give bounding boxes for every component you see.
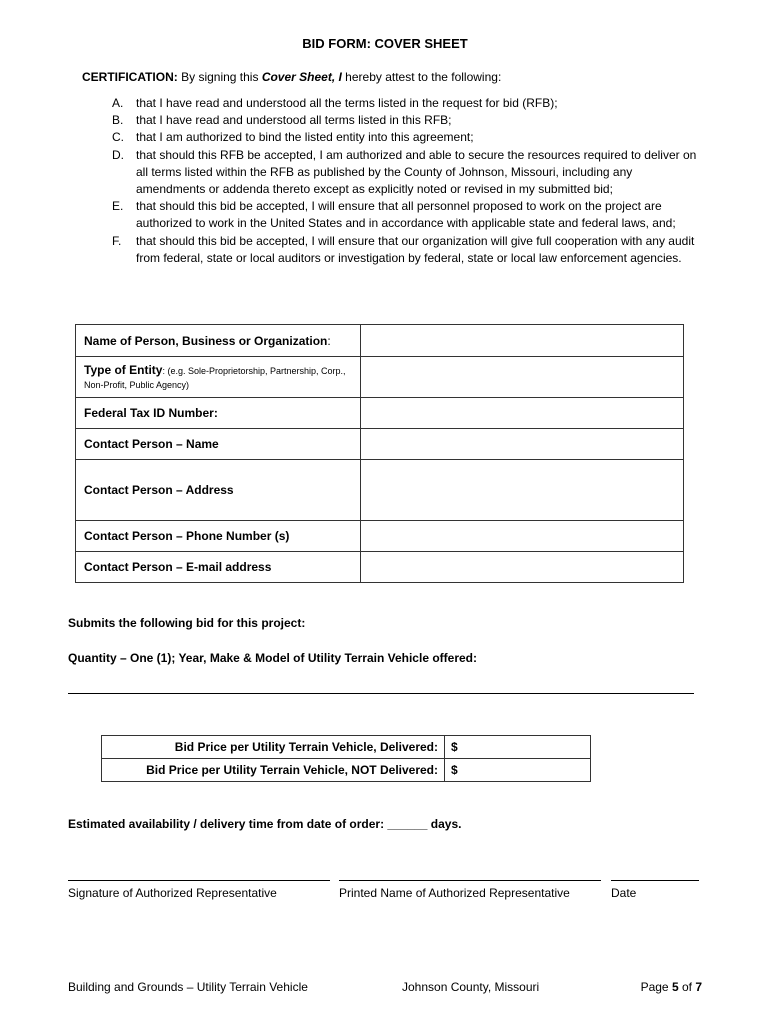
- tax-id-label: Federal Tax ID Number:: [76, 398, 361, 429]
- date-line[interactable]: [611, 880, 699, 881]
- footer-center: Johnson County, Missouri: [402, 980, 540, 994]
- footer-left: Building and Grounds – Utility Terrain Vehicle: [68, 980, 308, 994]
- name-field[interactable]: [361, 325, 684, 357]
- delivered-label: Bid Price per Utility Terrain Vehicle, Delivered:: [102, 736, 445, 759]
- entity-label: [76, 357, 361, 398]
- delivered-price-field[interactable]: $: [445, 736, 591, 759]
- not-delivered-label: Bid Price per Utility Terrain Vehicle, NOT Delivered:: [102, 759, 445, 782]
- page-of: of: [678, 980, 696, 994]
- bid-price-table: [101, 735, 591, 782]
- printed-name-label: Printed Name of Authorized Representative: [339, 886, 570, 900]
- list-item: [112, 198, 702, 232]
- list-item: [112, 129, 702, 146]
- contact-address-field[interactable]: [361, 460, 684, 521]
- item-marker: B.: [112, 113, 124, 128]
- list-item: [112, 95, 702, 112]
- certification-statement: [82, 70, 501, 84]
- page-number: [641, 980, 702, 994]
- item-text: that should this bid be accepted, I will ensure that our organization will give full cooperation with any audit from federal, state or local auditors or investigation by federal, state or local law enforcement agencies.: [136, 233, 695, 265]
- table-row: [76, 325, 684, 357]
- certification-text-after: hereby attest to the following:: [341, 70, 502, 84]
- entity-hint: : (e.g. Sole-Proprietorship, Partnership, Corp., Non-Profit, Public Agency): [84, 366, 346, 390]
- name-label-colon: :: [327, 333, 331, 348]
- contact-email-label: Contact Person – E-mail address: [76, 552, 361, 583]
- table-row: [76, 357, 684, 398]
- table-row: [102, 759, 591, 782]
- contact-email-field[interactable]: [361, 552, 684, 583]
- page-current: 5: [671, 980, 679, 994]
- table-row: [76, 460, 684, 521]
- list-item: [112, 233, 702, 267]
- contact-name-field[interactable]: [361, 429, 684, 460]
- name-label-text: Name of Person, Business or Organization: [84, 333, 328, 348]
- contact-name-label: Contact Person – Name: [76, 429, 361, 460]
- tax-id-field[interactable]: [361, 398, 684, 429]
- table-row: [76, 521, 684, 552]
- page-prefix: Page: [640, 980, 672, 994]
- printed-name-line[interactable]: [339, 880, 601, 881]
- item-text: that I have read and understood all terms listed in this RFB;: [136, 113, 452, 128]
- contact-address-label: Contact Person – Address: [76, 460, 361, 521]
- item-marker: F.: [112, 233, 122, 248]
- not-delivered-price-field[interactable]: $: [445, 759, 591, 782]
- date-label: Date: [611, 886, 637, 900]
- table-row: [76, 429, 684, 460]
- table-row: [102, 736, 591, 759]
- availability-line: Estimated availability / delivery time from date of order: ______ days.: [68, 817, 462, 831]
- certification-text-before: By signing this: [177, 70, 262, 84]
- item-marker: D.: [112, 147, 124, 162]
- list-item: [112, 147, 702, 199]
- attestation-list: [112, 95, 702, 267]
- table-row: [76, 398, 684, 429]
- page-title: BID FORM: COVER SHEET: [302, 36, 468, 51]
- item-marker: A.: [112, 96, 124, 110]
- item-text: that I have read and understood all the terms listed in the request for bid (RFB);: [136, 96, 558, 110]
- entity-field[interactable]: [361, 357, 684, 398]
- model-blank-line[interactable]: [68, 693, 694, 694]
- item-marker: E.: [112, 199, 124, 214]
- table-row: [76, 552, 684, 583]
- name-label: [76, 325, 361, 357]
- certification-label: CERTIFICATION:: [82, 70, 178, 84]
- submits-line: Submits the following bid for this project:: [68, 616, 306, 630]
- contact-phone-field[interactable]: [361, 521, 684, 552]
- list-item: [112, 112, 702, 129]
- item-marker: C.: [112, 130, 124, 145]
- signature-label: Signature of Authorized Representative: [68, 886, 277, 900]
- entity-label-text: Type of Entity: [84, 363, 163, 377]
- signature-line[interactable]: [68, 880, 330, 881]
- item-text: that should this bid be accepted, I will ensure that all personnel proposed to work on the project are authorized to work in the United States and in accordance with applicable state and federal laws, and;: [136, 199, 676, 231]
- page-total: 7: [695, 980, 702, 994]
- certification-emphasis: Cover Sheet, I: [261, 70, 342, 84]
- item-text: that I am authorized to bind the listed entity into this agreement;: [136, 130, 474, 145]
- contact-phone-label: Contact Person – Phone Number (s): [76, 521, 361, 552]
- item-text: that should this RFB be accepted, I am authorized and able to secure the resources required to deliver on all terms listed within the RFB as published by the County of Johnson, Missouri, including any amendments or addenda thereto except as explicitly noted or revised in my submitted bid;: [136, 147, 697, 197]
- bidder-info-table: [75, 324, 684, 583]
- quantity-line: Quantity – One (1); Year, Make & Model of Utility Terrain Vehicle offered:: [68, 651, 477, 665]
